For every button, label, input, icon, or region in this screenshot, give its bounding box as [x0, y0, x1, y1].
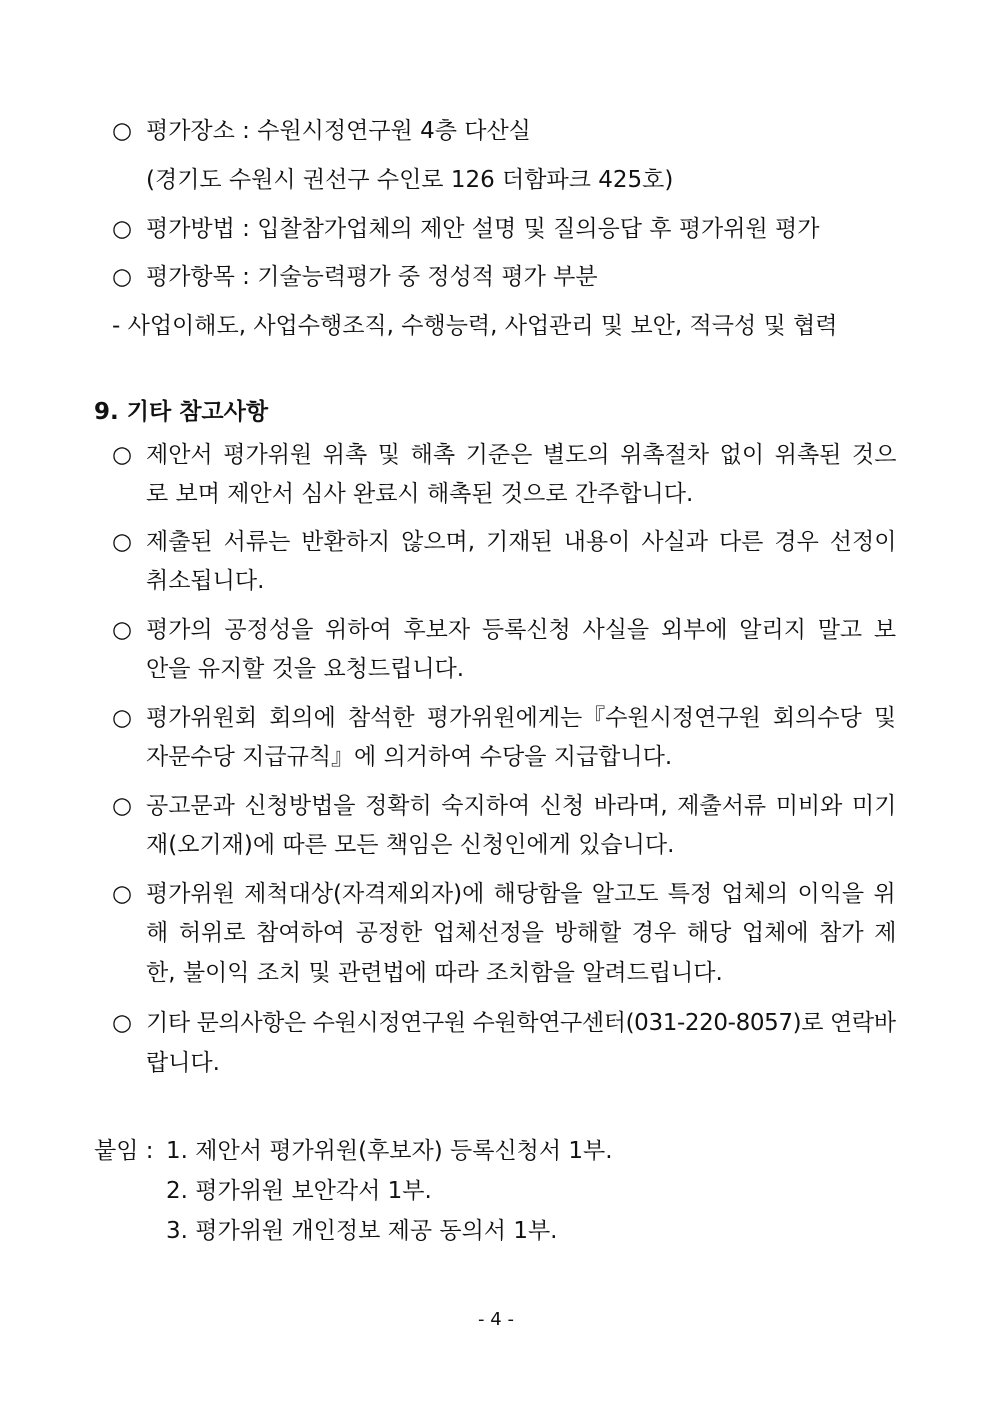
note-line: 한, 불이익 조치 및 관련법에 따라 조치함을 알려드립니다.	[146, 960, 723, 986]
bullet-marker: ○	[112, 705, 133, 731]
bullet-marker: ○	[112, 1010, 133, 1036]
bullet-marker: ○	[112, 793, 133, 819]
attachments-label: 붙임 :	[94, 1138, 154, 1164]
section-heading: 9. 기타 참고사항	[94, 399, 269, 425]
note-line: 공고문과 신청방법을 정확히 숙지하여 신청 바라며, 제출서류 미비와 미기	[146, 793, 897, 819]
bullet-marker: ○	[112, 118, 133, 144]
eval-method-text: 평가방법 : 입찰참가업체의 제안 설명 및 질의응답 후 평가위원 평가	[146, 216, 820, 242]
note-line: 자문수당 지급규칙』에 의거하여 수당을 지급합니다.	[146, 744, 673, 770]
bullet-marker: ○	[112, 264, 133, 290]
bullet-marker: ○	[112, 529, 133, 555]
bullet-marker: ○	[112, 881, 133, 907]
bullet-marker: ○	[112, 617, 133, 643]
note-line: 평가의 공정성을 위하여 후보자 등록신청 사실을 외부에 알리지 말고 보	[146, 617, 897, 643]
note-line: 제출된 서류는 반환하지 않으며, 기재된 내용이 사실과 다른 경우 선정이	[146, 529, 897, 555]
note-line: 안을 유지할 것을 요청드립니다.	[146, 656, 465, 682]
page-number: - 4 -	[478, 1309, 514, 1330]
note-line: 기타 문의사항은 수원시정연구원 수원학연구센터(031-220-8057)로 연락바	[146, 1010, 896, 1036]
attachment-item: 2. 평가위원 보안각서 1부.	[166, 1178, 432, 1204]
eval-address-text: (경기도 수원시 권선구 수인로 126 더함파크 425호)	[146, 167, 674, 193]
note-line: 제안서 평가위원 위촉 및 해촉 기준은 별도의 위촉절차 없이 위촉된 것으	[146, 442, 897, 468]
note-line: 평가위원 제척대상(자격제외자)에 해당함을 알고도 특정 업체의 이익을 위	[146, 881, 896, 907]
attachment-item: 3. 평가위원 개인정보 제공 동의서 1부.	[166, 1218, 558, 1244]
bullet-marker: ○	[112, 442, 133, 468]
note-line: 로 보며 제안서 심사 완료시 해촉된 것으로 간주합니다.	[146, 481, 694, 507]
note-line: 평가위원회 회의에 참석한 평가위원에게는『수원시정연구원 회의수당 및	[146, 705, 897, 731]
note-line: 재(오기재)에 따른 모든 책임은 신청인에게 있습니다.	[146, 832, 675, 858]
eval-location-text: 평가장소 : 수원시정연구원 4층 다산실	[146, 118, 531, 144]
note-line: 랍니다.	[146, 1050, 220, 1076]
eval-items-text: 평가항목 : 기술능력평가 중 정성적 평가 부분	[146, 264, 598, 290]
eval-items-detail-text: - 사업이해도, 사업수행조직, 수행능력, 사업관리 및 보안, 적극성 및 협력	[112, 313, 838, 339]
note-line: 해 허위로 참여하여 공정한 업체선정을 방해할 경우 해당 업체에 참가 제	[146, 920, 897, 946]
note-line: 취소됩니다.	[146, 568, 265, 594]
attachment-item: 1. 제안서 평가위원(후보자) 등록신청서 1부.	[166, 1138, 613, 1164]
bullet-marker: ○	[112, 216, 133, 242]
